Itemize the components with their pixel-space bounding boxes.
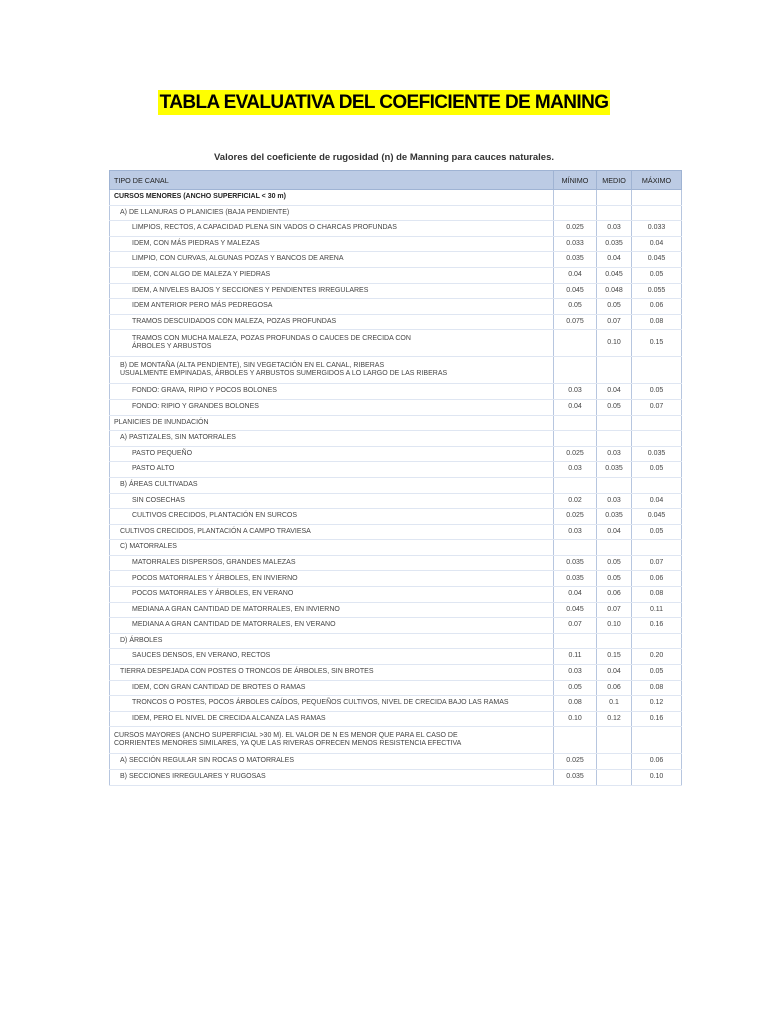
row-description bbox=[110, 236, 554, 252]
table-row bbox=[110, 649, 682, 665]
cell-maximo: 0.06 bbox=[632, 299, 682, 315]
table-row bbox=[110, 602, 682, 618]
cell-minimo: 0.10 bbox=[554, 711, 597, 727]
row-description bbox=[110, 283, 554, 299]
table-header-row bbox=[110, 171, 682, 190]
row-description bbox=[110, 540, 554, 556]
cell-medio bbox=[597, 415, 632, 431]
row-description-line: MATORRALES DISPERSOS, GRANDES MALEZAS bbox=[132, 558, 296, 566]
cell-minimo: 0.025 bbox=[554, 754, 597, 770]
table-row bbox=[110, 415, 682, 431]
cell-minimo: 0.025 bbox=[554, 509, 597, 525]
cell-medio: 0.04 bbox=[597, 252, 632, 268]
row-description bbox=[110, 509, 554, 525]
row-description-line: A) SECCIÓN REGULAR SIN ROCAS O MATORRALES bbox=[120, 757, 294, 765]
cell-minimo bbox=[554, 190, 597, 206]
row-description bbox=[110, 602, 554, 618]
cell-minimo: 0.04 bbox=[554, 399, 597, 415]
row-description bbox=[110, 357, 554, 384]
row-description-line: TIERRA DESPEJADA CON POSTES O TRONCOS DE ÁRBOLES, SIN BROTES bbox=[120, 668, 374, 676]
row-description-line: IDEM, CON GRAN CANTIDAD DE BROTES O RAMAS bbox=[132, 683, 306, 691]
cell-minimo: 0.035 bbox=[554, 770, 597, 786]
cell-medio bbox=[597, 190, 632, 206]
table-row bbox=[110, 236, 682, 252]
cell-minimo: 0.025 bbox=[554, 221, 597, 237]
table-row bbox=[110, 299, 682, 315]
row-description-line: C) MATORRALES bbox=[120, 543, 177, 551]
cell-medio bbox=[597, 770, 632, 786]
row-description bbox=[110, 221, 554, 237]
cell-medio: 0.07 bbox=[597, 314, 632, 330]
cell-medio bbox=[597, 357, 632, 384]
table-row bbox=[110, 399, 682, 415]
row-description-line: CURSOS MENORES (ANCHO SUPERFICIAL < 30 m) bbox=[114, 193, 286, 201]
row-description-line: D) ÁRBOLES bbox=[120, 636, 163, 644]
row-description-line: POCOS MATORRALES Y ÁRBOLES, EN INVIERNO bbox=[132, 574, 298, 582]
cell-maximo bbox=[632, 727, 682, 754]
row-description-line: MEDIANA A GRAN CANTIDAD DE MATORRALES, EN VERANO bbox=[132, 621, 336, 629]
cell-maximo: 0.045 bbox=[632, 252, 682, 268]
row-description-line: USUALMENTE EMPINADAS, ÁRBOLES Y ARBUSTOS SUMERGIDOS A LO LARGO DE LAS RIBERAS bbox=[120, 370, 448, 378]
table-row bbox=[110, 252, 682, 268]
row-description bbox=[110, 462, 554, 478]
table-row bbox=[110, 314, 682, 330]
cell-maximo: 0.07 bbox=[632, 555, 682, 571]
row-description-line: TRAMOS CON MUCHA MALEZA, POZAS PROFUNDAS O CAUCES DE CRECIDA CON bbox=[132, 334, 411, 342]
cell-medio: 0.12 bbox=[597, 711, 632, 727]
cell-minimo bbox=[554, 415, 597, 431]
row-description bbox=[110, 555, 554, 571]
table-row bbox=[110, 330, 682, 357]
cell-maximo: 0.045 bbox=[632, 509, 682, 525]
row-description-line: ÁRBOLES Y ARBUSTOS bbox=[132, 343, 212, 351]
cell-minimo: 0.045 bbox=[554, 602, 597, 618]
row-description-line: PASTO ALTO bbox=[132, 465, 175, 473]
row-description bbox=[110, 649, 554, 665]
row-description bbox=[110, 524, 554, 540]
table-row bbox=[110, 205, 682, 221]
cell-minimo: 0.03 bbox=[554, 665, 597, 681]
row-description-line: POCOS MATORRALES Y ÁRBOLES, EN VERANO bbox=[132, 590, 294, 598]
cell-medio: 0.03 bbox=[597, 446, 632, 462]
cell-medio bbox=[597, 205, 632, 221]
row-description bbox=[110, 680, 554, 696]
table-body bbox=[110, 190, 682, 786]
row-description bbox=[110, 665, 554, 681]
table-row bbox=[110, 462, 682, 478]
cell-maximo bbox=[632, 190, 682, 206]
table-row bbox=[110, 357, 682, 384]
cell-medio: 0.06 bbox=[597, 587, 632, 603]
cell-medio: 0.05 bbox=[597, 571, 632, 587]
cell-maximo bbox=[632, 357, 682, 384]
cell-minimo: 0.04 bbox=[554, 267, 597, 283]
cell-maximo: 0.20 bbox=[632, 649, 682, 665]
row-description-line: A) DE LLANURAS O PLANICIES (BAJA PENDIENTE) bbox=[120, 208, 290, 216]
cell-minimo bbox=[554, 357, 597, 384]
cell-maximo: 0.04 bbox=[632, 236, 682, 252]
cell-maximo: 0.06 bbox=[632, 571, 682, 587]
row-description-line: SAUCES DENSOS, EN VERANO, RECTOS bbox=[132, 652, 271, 660]
cell-maximo: 0.05 bbox=[632, 267, 682, 283]
table-row bbox=[110, 665, 682, 681]
cell-medio: 0.06 bbox=[597, 680, 632, 696]
row-description-line: B) SECCIONES IRREGULARES Y RUGOSAS bbox=[120, 773, 266, 781]
row-description bbox=[110, 696, 554, 712]
row-description bbox=[110, 446, 554, 462]
row-description-line: PLANICIES DE INUNDACIÓN bbox=[114, 418, 209, 426]
row-description-line: TRAMOS DESCUIDADOS CON MALEZA, POZAS PROFUNDAS bbox=[132, 317, 337, 325]
cell-maximo: 0.06 bbox=[632, 754, 682, 770]
cell-maximo bbox=[632, 633, 682, 649]
cell-minimo: 0.02 bbox=[554, 493, 597, 509]
cell-maximo: 0.15 bbox=[632, 330, 682, 357]
cell-minimo: 0.03 bbox=[554, 384, 597, 400]
cell-medio bbox=[597, 540, 632, 556]
table-row bbox=[110, 754, 682, 770]
row-description bbox=[110, 415, 554, 431]
table-row bbox=[110, 431, 682, 447]
cell-minimo: 0.05 bbox=[554, 299, 597, 315]
row-description bbox=[110, 571, 554, 587]
manning-coefficient-table bbox=[109, 170, 682, 786]
header-minimo: MÍNIMO bbox=[554, 171, 597, 190]
row-description bbox=[110, 431, 554, 447]
cell-medio: 0.03 bbox=[597, 221, 632, 237]
cell-maximo: 0.07 bbox=[632, 399, 682, 415]
cell-maximo: 0.16 bbox=[632, 618, 682, 634]
cell-medio: 0.05 bbox=[597, 399, 632, 415]
cell-medio: 0.048 bbox=[597, 283, 632, 299]
page-title: TABLA EVALUATIVA DEL COEFICIENTE DE MANING bbox=[159, 92, 609, 113]
cell-maximo: 0.05 bbox=[632, 665, 682, 681]
cell-maximo: 0.04 bbox=[632, 493, 682, 509]
cell-medio: 0.1 bbox=[597, 696, 632, 712]
cell-minimo bbox=[554, 540, 597, 556]
table-caption: Valores del coeficiente de rugosidad (n) de Manning para cauces naturales. bbox=[214, 152, 554, 163]
cell-minimo: 0.07 bbox=[554, 618, 597, 634]
table-row bbox=[110, 555, 682, 571]
row-description-line: CORRIENTES MENORES SIMILARES, YA QUE LAS RIVERAS OFRECEN MENOS RESISTENCIA EFECTIVA bbox=[114, 740, 462, 748]
cell-medio: 0.03 bbox=[597, 493, 632, 509]
table-row bbox=[110, 618, 682, 634]
row-description bbox=[110, 477, 554, 493]
title-wrapper bbox=[0, 90, 768, 115]
cell-medio: 0.04 bbox=[597, 384, 632, 400]
row-description-line: IDEM, CON ALGO DE MALEZA Y PIEDRAS bbox=[132, 271, 271, 279]
cell-medio: 0.04 bbox=[597, 665, 632, 681]
row-description bbox=[110, 205, 554, 221]
table-row bbox=[110, 446, 682, 462]
cell-maximo: 0.16 bbox=[632, 711, 682, 727]
cell-minimo: 0.11 bbox=[554, 649, 597, 665]
cell-maximo: 0.05 bbox=[632, 462, 682, 478]
cell-maximo: 0.11 bbox=[632, 602, 682, 618]
cell-maximo: 0.035 bbox=[632, 446, 682, 462]
row-description-line: SIN COSECHAS bbox=[132, 496, 185, 504]
table-row bbox=[110, 384, 682, 400]
cell-minimo bbox=[554, 205, 597, 221]
row-description-line: IDEM, CON MÁS PIEDRAS Y MALEZAS bbox=[132, 239, 260, 247]
row-description-line: TRONCOS O POSTES, POCOS ÁRBOLES CAÍDOS, PEQUEÑOS CULTIVOS, NIVEL DE CRECIDA BAJO LAS RAMAS bbox=[132, 699, 509, 707]
cell-minimo bbox=[554, 633, 597, 649]
table-row bbox=[110, 509, 682, 525]
cell-medio bbox=[597, 727, 632, 754]
cell-medio: 0.10 bbox=[597, 618, 632, 634]
table-row bbox=[110, 283, 682, 299]
row-description-line: LIMPIOS, RECTOS, A CAPACIDAD PLENA SIN VADOS O CHARCAS PROFUNDAS bbox=[132, 224, 397, 232]
cell-minimo bbox=[554, 727, 597, 754]
cell-maximo bbox=[632, 540, 682, 556]
cell-minimo: 0.035 bbox=[554, 252, 597, 268]
cell-medio: 0.07 bbox=[597, 602, 632, 618]
cell-medio: 0.15 bbox=[597, 649, 632, 665]
table-row bbox=[110, 571, 682, 587]
row-description bbox=[110, 314, 554, 330]
cell-minimo: 0.045 bbox=[554, 283, 597, 299]
row-description-line: FONDO: RIPIO Y GRANDES BOLONES bbox=[132, 402, 259, 410]
row-description bbox=[110, 190, 554, 206]
row-description bbox=[110, 493, 554, 509]
cell-minimo: 0.025 bbox=[554, 446, 597, 462]
row-description bbox=[110, 754, 554, 770]
row-description-line: A) PASTIZALES, SIN MATORRALES bbox=[120, 434, 236, 442]
row-description bbox=[110, 727, 554, 754]
header-maximo: MÁXIMO bbox=[632, 171, 682, 190]
row-description bbox=[110, 633, 554, 649]
table-row bbox=[110, 221, 682, 237]
header-medio: MEDIO bbox=[597, 171, 632, 190]
row-description-line: IDEM, PERO EL NIVEL DE CRECIDA ALCANZA LAS RAMAS bbox=[132, 714, 326, 722]
cell-minimo: 0.08 bbox=[554, 696, 597, 712]
cell-medio bbox=[597, 431, 632, 447]
cell-medio bbox=[597, 754, 632, 770]
cell-minimo bbox=[554, 477, 597, 493]
row-description-line: PASTO PEQUEÑO bbox=[132, 449, 193, 457]
cell-minimo: 0.035 bbox=[554, 555, 597, 571]
row-description bbox=[110, 299, 554, 315]
cell-minimo: 0.03 bbox=[554, 462, 597, 478]
cell-maximo: 0.05 bbox=[632, 524, 682, 540]
table-row bbox=[110, 770, 682, 786]
table-row bbox=[110, 711, 682, 727]
cell-minimo: 0.075 bbox=[554, 314, 597, 330]
cell-maximo bbox=[632, 477, 682, 493]
cell-maximo: 0.12 bbox=[632, 696, 682, 712]
row-description bbox=[110, 587, 554, 603]
row-description bbox=[110, 384, 554, 400]
row-description-line: FONDO: GRAVA, RIPIO Y POCOS BOLONES bbox=[132, 387, 277, 395]
cell-minimo bbox=[554, 431, 597, 447]
row-description bbox=[110, 252, 554, 268]
table-row bbox=[110, 477, 682, 493]
cell-medio: 0.035 bbox=[597, 462, 632, 478]
cell-medio: 0.045 bbox=[597, 267, 632, 283]
table-row bbox=[110, 680, 682, 696]
row-description-line: MEDIANA A GRAN CANTIDAD DE MATORRALES, EN INVIERNO bbox=[132, 605, 340, 613]
table-row bbox=[110, 524, 682, 540]
cell-medio bbox=[597, 633, 632, 649]
cell-maximo bbox=[632, 431, 682, 447]
row-description-line: LIMPIO, CON CURVAS, ALGUNAS POZAS Y BANCOS DE ARENA bbox=[132, 255, 344, 263]
row-description-line: B) DE MONTAÑA (ALTA PENDIENTE), SIN VEGETACIÓN EN EL CANAL, RIBERAS bbox=[120, 361, 385, 369]
row-description-line: CULTIVOS CRECIDOS, PLANTACIÓN A CAMPO TRAVIESA bbox=[120, 527, 311, 535]
cell-medio: 0.05 bbox=[597, 555, 632, 571]
cell-maximo: 0.08 bbox=[632, 314, 682, 330]
row-description bbox=[110, 399, 554, 415]
row-description-line: IDEM, A NIVELES BAJOS Y SECCIONES Y PENDIENTES IRREGULARES bbox=[132, 286, 369, 294]
cell-minimo: 0.035 bbox=[554, 571, 597, 587]
row-description-line: B) ÁREAS CULTIVADAS bbox=[120, 480, 198, 488]
cell-maximo: 0.08 bbox=[632, 587, 682, 603]
row-description bbox=[110, 618, 554, 634]
table-row bbox=[110, 493, 682, 509]
table-row bbox=[110, 696, 682, 712]
table-row bbox=[110, 633, 682, 649]
cell-medio: 0.05 bbox=[597, 299, 632, 315]
cell-minimo: 0.03 bbox=[554, 524, 597, 540]
row-description bbox=[110, 330, 554, 357]
cell-medio bbox=[597, 477, 632, 493]
row-description-line: CURSOS MAYORES (ANCHO SUPERFICIAL >30 M). EL VALOR DE N ES MENOR QUE PARA EL CASO DE bbox=[114, 731, 458, 739]
cell-maximo: 0.05 bbox=[632, 384, 682, 400]
cell-maximo bbox=[632, 415, 682, 431]
cell-medio: 0.035 bbox=[597, 509, 632, 525]
header-tipo-de-canal: TIPO DE CANAL bbox=[110, 171, 554, 190]
row-description bbox=[110, 267, 554, 283]
cell-maximo bbox=[632, 205, 682, 221]
table-row bbox=[110, 540, 682, 556]
cell-maximo: 0.10 bbox=[632, 770, 682, 786]
row-description-line: CULTIVOS CRECIDOS, PLANTACIÓN EN SURCOS bbox=[132, 512, 298, 520]
cell-maximo: 0.055 bbox=[632, 283, 682, 299]
row-description-line: IDEM ANTERIOR PERO MÁS PEDREGOSA bbox=[132, 302, 273, 310]
row-description bbox=[110, 711, 554, 727]
table-row bbox=[110, 267, 682, 283]
table-row bbox=[110, 727, 682, 754]
cell-minimo: 0.05 bbox=[554, 680, 597, 696]
cell-minimo: 0.04 bbox=[554, 587, 597, 603]
row-description bbox=[110, 770, 554, 786]
cell-minimo bbox=[554, 330, 597, 357]
table-row bbox=[110, 190, 682, 206]
cell-maximo: 0.08 bbox=[632, 680, 682, 696]
cell-medio: 0.035 bbox=[597, 236, 632, 252]
cell-minimo: 0.033 bbox=[554, 236, 597, 252]
cell-medio: 0.04 bbox=[597, 524, 632, 540]
cell-medio: 0.10 bbox=[597, 330, 632, 357]
cell-maximo: 0.033 bbox=[632, 221, 682, 237]
table-row bbox=[110, 587, 682, 603]
